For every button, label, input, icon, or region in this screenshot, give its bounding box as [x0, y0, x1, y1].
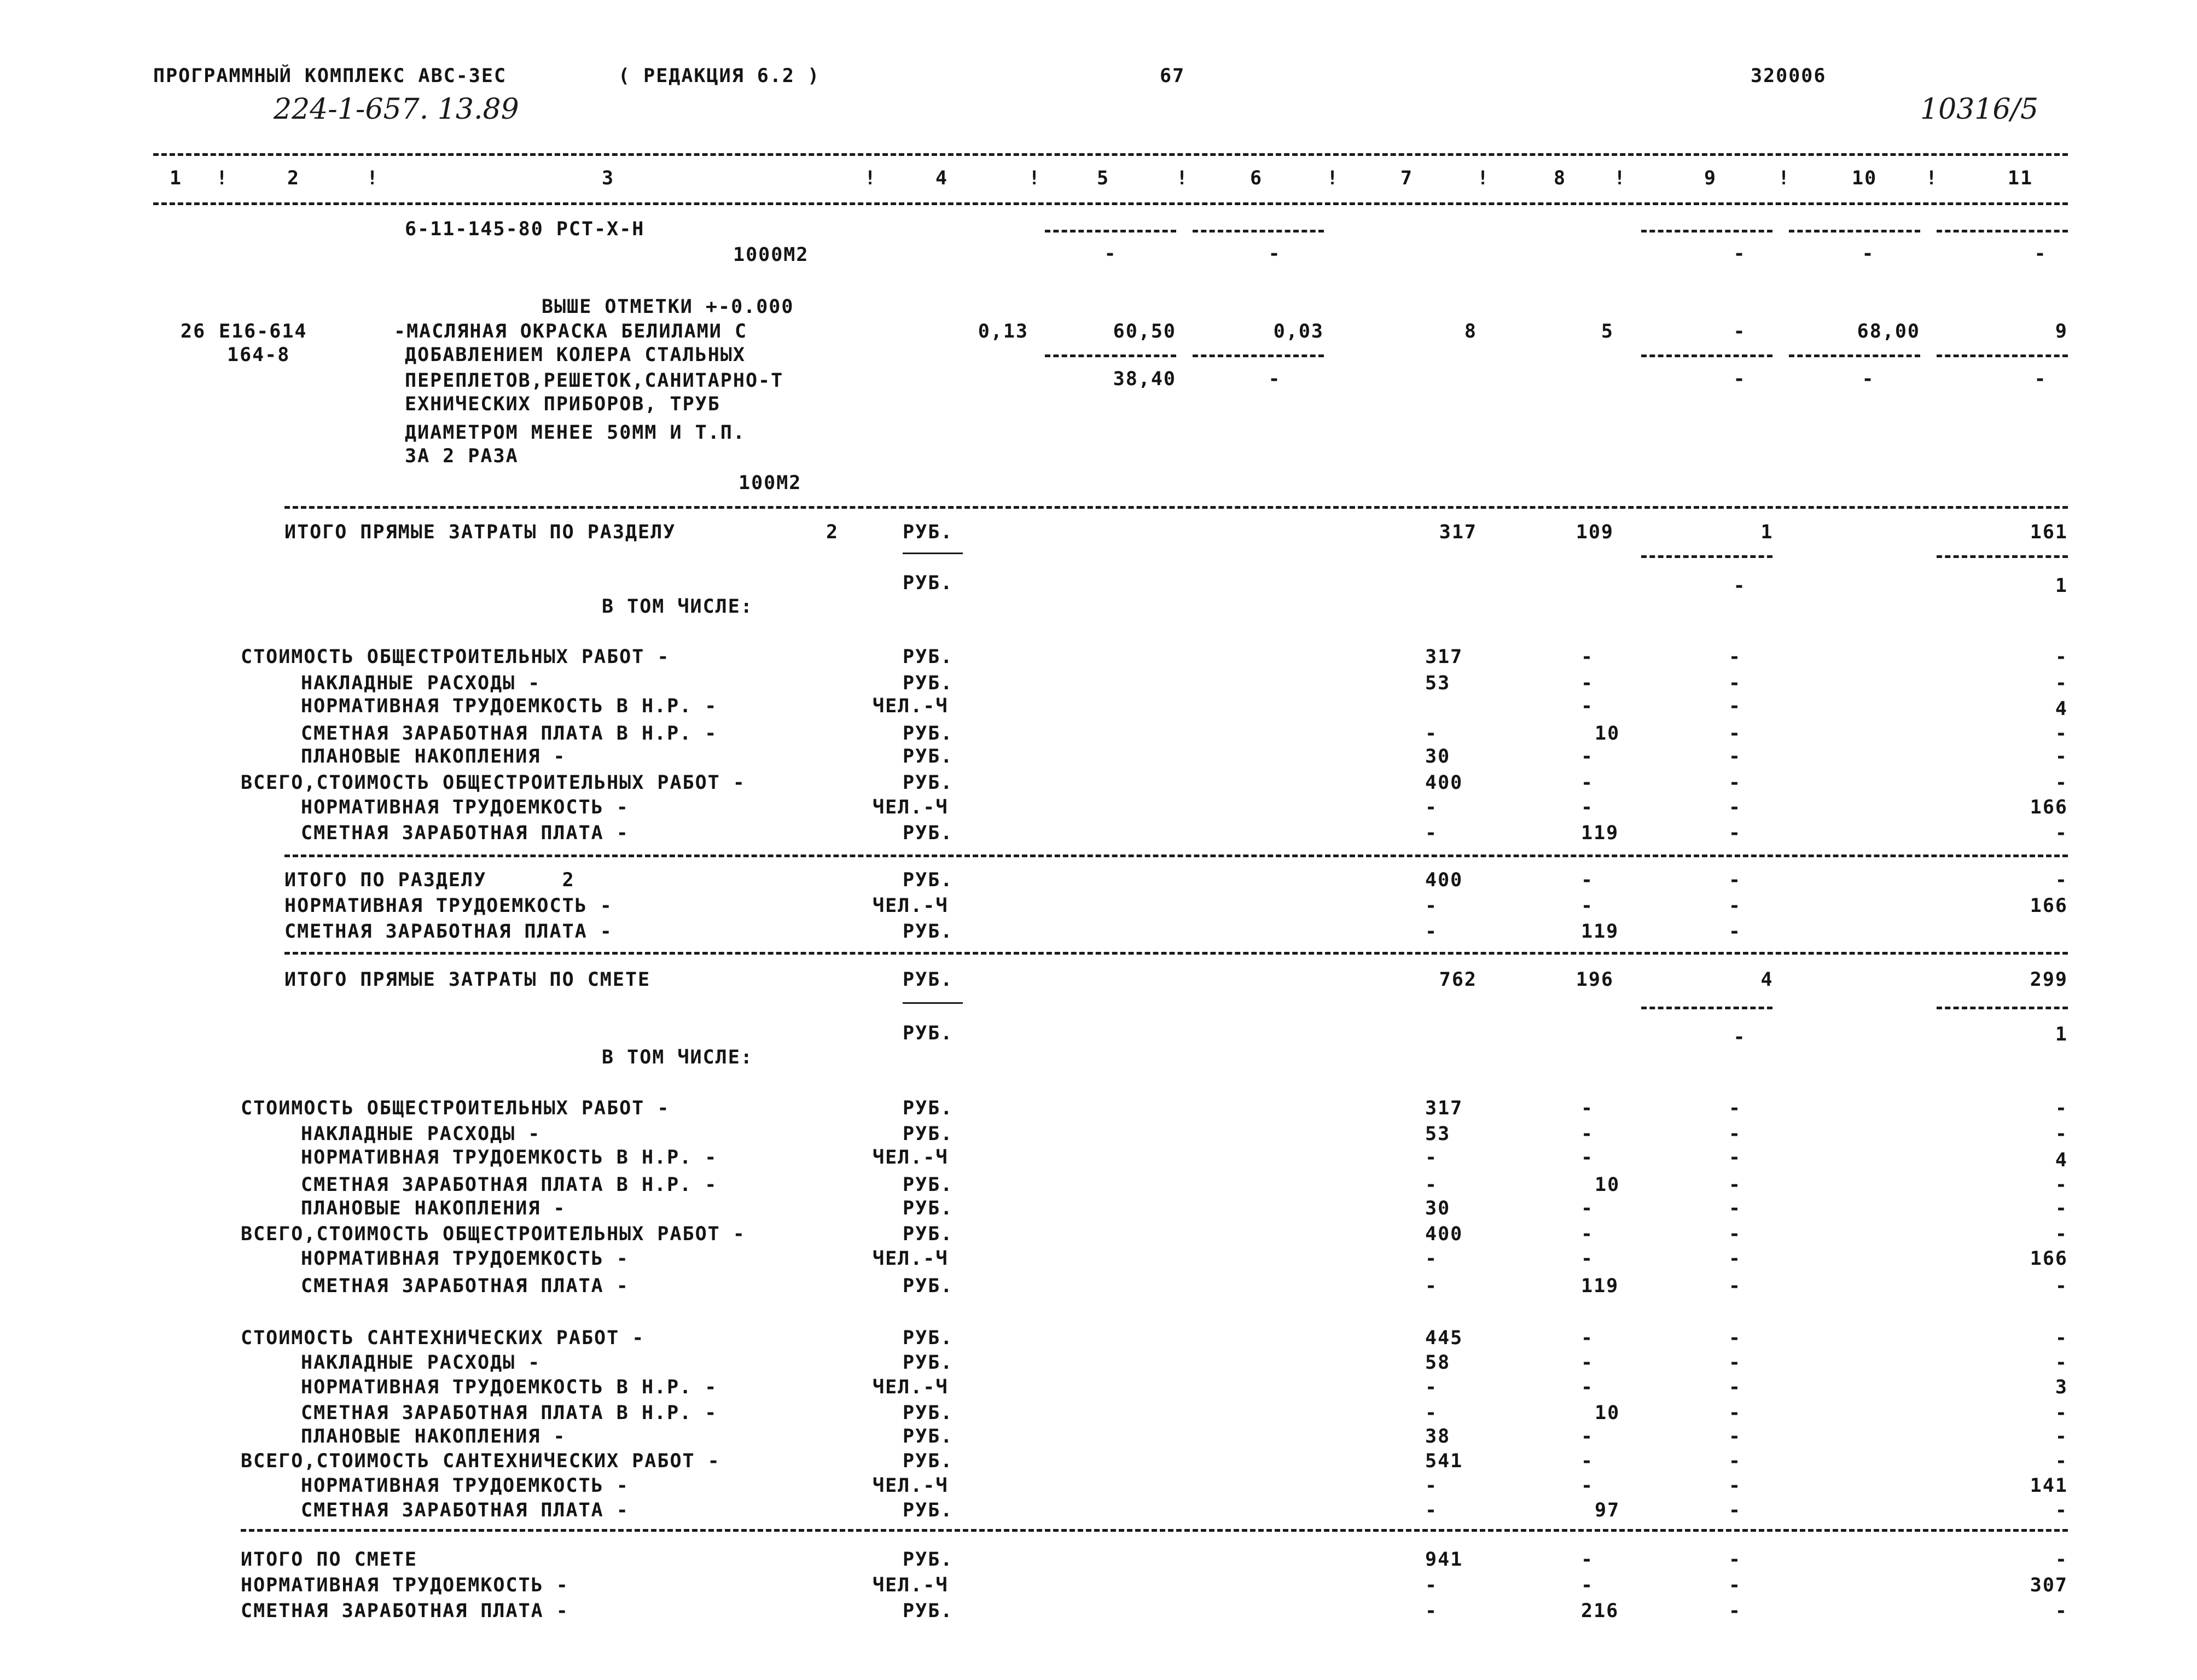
cell-unit: РУБ.	[903, 822, 954, 844]
cell-unit: ЧЕЛ.-Ч	[873, 1475, 949, 1497]
cell-value: -	[1425, 1376, 1438, 1398]
row-label: СМЕТНАЯ ЗАРАБОТНАЯ ПЛАТА -	[284, 921, 613, 943]
cell-unit: РУБ.	[903, 772, 954, 794]
col-head-4: 4	[935, 167, 949, 189]
cell-unit: РУБ.	[903, 672, 954, 694]
unit-rule	[903, 1002, 963, 1004]
cell-value: -	[2034, 368, 2047, 390]
col-sep: !	[367, 167, 380, 189]
cell-value: 141	[2030, 1475, 2068, 1497]
row-number: 26	[181, 321, 206, 342]
cell-value: -	[1729, 1174, 1742, 1196]
cell-value: -	[1729, 1574, 1742, 1596]
cell-value: -	[1581, 772, 1594, 794]
cell-value: -	[1425, 1574, 1438, 1596]
handwritten-project-code: 224-1-657. 13.89	[274, 93, 519, 126]
cell-unit: РУБ.	[903, 1123, 954, 1145]
col-sep: !	[1477, 167, 1490, 189]
cell-value: -	[1581, 672, 1594, 694]
row-label: СМЕТНАЯ ЗАРАБОТНАЯ ПЛАТА -	[241, 1600, 569, 1622]
cell-value: -	[1729, 695, 1742, 717]
cell-value: 307	[2030, 1574, 2068, 1596]
cell-value: -	[2055, 1197, 2068, 1219]
col-head-6: 6	[1250, 167, 1263, 189]
col-sep: !	[1614, 167, 1627, 189]
row-label: НОРМАТИВНАЯ ТРУДОЕМКОСТЬ -	[241, 1574, 569, 1596]
cell-unit: РУБ.	[903, 869, 954, 891]
cell-value: 4	[2055, 698, 2068, 720]
cell-rule	[1937, 555, 2068, 558]
col-head-5: 5	[1097, 167, 1110, 189]
cell-value: 5	[1601, 321, 1614, 342]
row-description: ЗА 2 РАЗА	[405, 445, 519, 467]
col-sep: !	[1327, 167, 1340, 189]
cell-unit: РУБ.	[903, 1275, 954, 1297]
cell-value: 0,13	[978, 321, 1028, 342]
cell-unit: РУБ.	[903, 1600, 954, 1622]
cell-unit: ЧЕЛ.-Ч	[873, 895, 949, 917]
row-label: ВСЕГО,СТОИМОСТЬ ОБЩЕСТРОИТЕЛЬНЫХ РАБОТ -	[241, 1223, 746, 1245]
row-label: СТОИМОСТЬ ОБЩЕСТРОИТЕЛЬНЫХ РАБОТ -	[241, 1097, 670, 1119]
row-description: ДОБАВЛЕНИЕМ КОЛЕРА СТАЛЬНЫХ	[405, 344, 746, 366]
cell-unit: ЧЕЛ.-Ч	[873, 1376, 949, 1398]
cell-value: -	[2055, 646, 2068, 668]
row-label: ПЛАНОВЫЕ НАКОПЛЕНИЯ -	[301, 746, 566, 768]
cell-value: -	[1425, 895, 1438, 917]
col-head-1: 1	[170, 167, 183, 189]
cell-value: -	[1733, 575, 1746, 597]
cell-rule	[1641, 555, 1772, 558]
cell-value: -	[1425, 1248, 1438, 1270]
cell-value: 119	[1581, 1275, 1619, 1297]
row-unit: 1000М2	[733, 244, 809, 266]
col-sep: !	[1028, 167, 1042, 189]
cell-unit: РУБ.	[903, 1450, 954, 1472]
cell-unit: ЧЕЛ.-Ч	[873, 695, 949, 717]
cell-value: -	[1862, 243, 1875, 265]
cell-value: -	[1425, 822, 1438, 844]
row-label: СМЕТНАЯ ЗАРАБОТНАЯ ПЛАТА В Н.Р. -	[301, 1174, 718, 1196]
row-description: ЕХНИЧЕСКИХ ПРИБОРОВ, ТРУБ	[405, 393, 720, 415]
cell-value: -	[1581, 695, 1594, 717]
cell-value: -	[1733, 368, 1746, 390]
smeta-rule	[241, 1529, 2068, 1532]
cell-value: 60,50	[1113, 321, 1176, 342]
cell-value: -	[1581, 1248, 1594, 1270]
cell-value: -	[2034, 243, 2047, 265]
section-number: 2	[826, 521, 839, 543]
cell-value: -	[1581, 1574, 1594, 1596]
cell-value: -	[2055, 1402, 2068, 1424]
row-description: ДИАМЕТРОМ МЕНЕЕ 50ММ И Т.П.	[405, 422, 746, 444]
cell-rule	[1789, 230, 1920, 232]
cell-value: 166	[2030, 797, 2068, 818]
document-code: 320006	[1751, 65, 1827, 87]
cell-rule	[1641, 1007, 1772, 1009]
cell-value: 317	[1425, 646, 1463, 668]
cell-value: -	[1425, 1174, 1438, 1196]
cell-value: -	[2055, 822, 2068, 844]
cell-value: -	[2055, 746, 2068, 768]
cell-value: -	[2055, 1352, 2068, 1374]
cell-value: 299	[2030, 969, 2068, 991]
cell-value: 119	[1581, 822, 1619, 844]
cell-value: 445	[1425, 1327, 1463, 1349]
cell-unit: РУБ.	[903, 1499, 954, 1521]
cell-value: -	[2055, 1549, 2068, 1571]
cell-value: 216	[1581, 1600, 1619, 1622]
row-label: СМЕТНАЯ ЗАРАБОТНАЯ ПЛАТА -	[301, 822, 629, 844]
section-rule	[284, 506, 2068, 509]
cell-value: 1	[2055, 575, 2068, 597]
cell-value: -	[1581, 646, 1594, 668]
header-top-rule	[153, 153, 2068, 156]
row-label: ИТОГО ПО СМЕТЕ	[241, 1549, 418, 1571]
cell-unit: ЧЕЛ.-Ч	[873, 1574, 949, 1596]
including-label: В ТОМ ЧИСЛЕ:	[602, 1047, 753, 1068]
row-code: Е16-614	[219, 321, 307, 342]
cell-unit: РУБ.	[903, 1426, 954, 1448]
row-label: СТОИМОСТЬ ОБЩЕСТРОИТЕЛЬНЫХ РАБОТ -	[241, 646, 670, 668]
cell-unit: РУБ.	[903, 1022, 954, 1044]
cell-value: -	[2055, 1499, 2068, 1521]
cell-value: -	[2055, 1123, 2068, 1145]
cell-value: -	[1581, 1197, 1594, 1219]
cell-value: 541	[1425, 1450, 1463, 1472]
cell-value: -	[1581, 1327, 1594, 1349]
row-label: НАКЛАДНЫЕ РАСХОДЫ -	[301, 1123, 541, 1145]
row-unit: 100М2	[739, 472, 802, 494]
cell-unit: РУБ.	[903, 572, 954, 594]
cell-value: -	[2055, 1600, 2068, 1622]
cell-rule	[1193, 354, 1324, 357]
cell-value: -	[1425, 1147, 1438, 1169]
cell-value: -	[1581, 869, 1594, 891]
cell-value: -	[1729, 1327, 1742, 1349]
cell-value: -	[1733, 321, 1746, 342]
cell-value: -	[1425, 1275, 1438, 1297]
cell-value: -	[1729, 746, 1742, 768]
row-label: ПЛАНОВЫЕ НАКОПЛЕНИЯ -	[301, 1197, 566, 1219]
row-label: НОРМАТИВНАЯ ТРУДОЕМКОСТЬ В Н.Р. -	[301, 695, 718, 717]
cell-value: -	[1581, 1426, 1594, 1448]
col-head-8: 8	[1554, 167, 1567, 189]
smeta-rule	[284, 952, 2068, 955]
cell-value: 400	[1425, 772, 1463, 794]
handwritten-sheet-number: 10316/5	[1920, 93, 2039, 126]
cell-value: -	[1581, 1376, 1594, 1398]
cell-unit: РУБ.	[903, 723, 954, 745]
cell-value: -	[1729, 646, 1742, 668]
cell-unit: РУБ.	[903, 1197, 954, 1219]
cell-value: 166	[2030, 1248, 2068, 1270]
row-label: НАКЛАДНЫЕ РАСХОДЫ -	[301, 672, 541, 694]
cell-unit: ЧЕЛ.-Ч	[873, 1147, 949, 1169]
cell-value: -	[1581, 1549, 1594, 1571]
cell-value: -	[1729, 1275, 1742, 1297]
cell-value: 3	[2055, 1376, 2068, 1398]
cell-value: -	[1729, 1376, 1742, 1398]
cell-value: -	[1729, 1600, 1742, 1622]
cell-value: 317	[1439, 521, 1477, 543]
cell-value: -	[2055, 1450, 2068, 1472]
section-total-label: ИТОГО ПРЯМЫЕ ЗАТРАТЫ ПО РАЗДЕЛУ	[284, 521, 676, 543]
cell-value: 38,40	[1113, 368, 1176, 390]
cell-value: 161	[2030, 521, 2068, 543]
cell-rule	[1641, 230, 1772, 232]
row-label: НАКЛАДНЫЕ РАСХОДЫ -	[301, 1352, 541, 1374]
cell-value: -	[1581, 1097, 1594, 1119]
cell-unit: РУБ.	[903, 521, 954, 543]
cell-value: -	[1425, 1600, 1438, 1622]
cell-value: -	[1729, 723, 1742, 745]
cell-value: -	[1733, 1026, 1746, 1048]
cell-value: -	[1729, 822, 1742, 844]
cell-unit: РУБ.	[903, 1174, 954, 1196]
cell-value: -	[2055, 1223, 2068, 1245]
col-head-3: 3	[602, 167, 615, 189]
cell-value: -	[1733, 243, 1746, 265]
cell-value: -	[2055, 723, 2068, 745]
cell-value: -	[1581, 1352, 1594, 1374]
cell-value: 58	[1425, 1352, 1451, 1374]
cell-unit: РУБ.	[903, 1549, 954, 1571]
row-label: ВСЕГО,СТОИМОСТЬ ОБЩЕСТРОИТЕЛЬНЫХ РАБОТ -	[241, 772, 746, 794]
cell-value: -	[2055, 869, 2068, 891]
cell-value: 30	[1425, 1197, 1451, 1219]
cell-value: -	[1581, 1475, 1594, 1497]
cell-value: -	[1729, 1248, 1742, 1270]
cell-value: -	[1581, 797, 1594, 818]
cell-value: -	[1729, 1475, 1742, 1497]
row-label: СМЕТНАЯ ЗАРАБОТНАЯ ПЛАТА -	[301, 1499, 629, 1521]
section-header: ВЫШЕ ОТМЕТКИ +-0.000	[542, 296, 794, 318]
cell-value: -	[1729, 1549, 1742, 1571]
smeta-total-label: ИТОГО ПРЯМЫЕ ЗАТРАТЫ ПО СМЕТЕ	[284, 969, 651, 991]
cell-value: -	[1425, 723, 1438, 745]
cell-value: -	[1425, 797, 1438, 818]
row-label: ИТОГО ПО РАЗДЕЛУ 2	[284, 869, 575, 891]
row-label: ПЛАНОВЫЕ НАКОПЛЕНИЯ -	[301, 1426, 566, 1448]
cell-value: 1	[1760, 521, 1774, 543]
cell-value: -	[1581, 746, 1594, 768]
cell-value: 30	[1425, 746, 1451, 768]
row-label: НОРМАТИВНАЯ ТРУДОЕМКОСТЬ В Н.Р. -	[301, 1147, 718, 1169]
cell-value: 196	[1576, 969, 1614, 991]
cell-value: -	[1581, 1147, 1594, 1169]
cell-value: 38	[1425, 1426, 1451, 1448]
cell-unit: РУБ.	[903, 921, 954, 943]
cell-value: -	[1581, 895, 1594, 917]
row-label: НОРМАТИВНАЯ ТРУДОЕМКОСТЬ -	[301, 1248, 629, 1270]
cell-value: -	[1581, 1450, 1594, 1472]
cell-value: 10	[1595, 1402, 1620, 1424]
cell-value: 9	[2055, 321, 2068, 342]
cell-value: 10	[1595, 723, 1620, 745]
cell-value: -	[1729, 1402, 1742, 1424]
cell-value: 0,03	[1273, 321, 1324, 342]
cell-value: -	[1729, 1147, 1742, 1169]
cell-value: -	[2055, 1097, 2068, 1119]
cell-unit: РУБ.	[903, 969, 954, 991]
col-sep: !	[216, 167, 229, 189]
cell-value: -	[2055, 672, 2068, 694]
cell-unit: РУБ.	[903, 646, 954, 668]
cell-unit: РУБ.	[903, 1327, 954, 1349]
cell-value: -	[1729, 1097, 1742, 1119]
cell-unit: РУБ.	[903, 1402, 954, 1424]
cell-unit: ЧЕЛ.-Ч	[873, 797, 949, 818]
col-head-11: 11	[2008, 167, 2033, 189]
cell-value: -	[1729, 672, 1742, 694]
cell-value: -	[1729, 869, 1742, 891]
cell-value: -	[2055, 1327, 2068, 1349]
cell-value: 4	[2055, 1149, 2068, 1171]
col-head-9: 9	[1704, 167, 1717, 189]
cell-value: 1	[2055, 1024, 2068, 1045]
col-sep: !	[1926, 167, 1939, 189]
cell-value: -	[1729, 1450, 1742, 1472]
cell-value: -	[1104, 243, 1117, 265]
cell-value: -	[1581, 1123, 1594, 1145]
cell-rule	[1937, 1007, 2068, 1009]
cell-value: -	[1425, 921, 1438, 943]
cell-value: 119	[1581, 921, 1619, 943]
cell-value: 762	[1439, 969, 1477, 991]
cell-value: -	[1729, 797, 1742, 818]
cell-value: 68,00	[1857, 321, 1920, 342]
cell-value: 109	[1576, 521, 1614, 543]
cell-value: 400	[1425, 869, 1463, 891]
cell-value: -	[1862, 368, 1875, 390]
cell-value: -	[2055, 772, 2068, 794]
cell-rule	[1045, 354, 1176, 357]
col-sep: !	[1176, 167, 1189, 189]
row-description: -МАСЛЯНАЯ ОКРАСКА БЕЛИЛАМИ С	[394, 321, 748, 342]
cell-value: 941	[1425, 1549, 1463, 1571]
unit-rule	[903, 553, 963, 554]
row-label: НОРМАТИВНАЯ ТРУДОЕМКОСТЬ В Н.Р. -	[301, 1376, 718, 1398]
header-bottom-rule	[153, 202, 2068, 205]
row-label: НОРМАТИВНАЯ ТРУДОЕМКОСТЬ -	[301, 1475, 629, 1497]
program-title: ПРОГРАММНЫЙ КОМПЛЕКС АВС-3ЕС	[153, 65, 507, 87]
edition-label: ( РЕДАКЦИЯ 6.2 )	[618, 65, 821, 87]
cell-value: -	[1729, 1197, 1742, 1219]
cell-value: 10	[1595, 1174, 1620, 1196]
cell-value: -	[2055, 1426, 2068, 1448]
row-label: ВСЕГО,СТОИМОСТЬ САНТЕХНИЧЕСКИХ РАБОТ -	[241, 1450, 720, 1472]
including-label: В ТОМ ЧИСЛЕ:	[602, 596, 753, 618]
cell-value: 53	[1425, 1123, 1451, 1145]
row-description: ПЕРЕПЛЕТОВ,РЕШЕТОК,САНИТАРНО-Т	[405, 370, 784, 392]
cell-value: -	[1268, 243, 1281, 265]
row-label: СМЕТНАЯ ЗАРАБОТНАЯ ПЛАТА В Н.Р. -	[301, 1402, 718, 1424]
cell-value: -	[1729, 1499, 1742, 1521]
row-norm-reference: 6-11-145-80 РСТ-Х-Н	[405, 218, 645, 240]
col-head-2: 2	[287, 167, 300, 189]
col-head-7: 7	[1400, 167, 1414, 189]
cell-value: -	[1425, 1475, 1438, 1497]
cell-rule	[1641, 354, 1772, 357]
row-label: НОРМАТИВНАЯ ТРУДОЕМКОСТЬ -	[284, 895, 613, 917]
col-sep: !	[864, 167, 877, 189]
cell-rule	[1937, 230, 2068, 232]
section-rule	[284, 854, 2068, 857]
cell-value: 8	[1464, 321, 1477, 342]
row-label: СМЕТНАЯ ЗАРАБОТНАЯ ПЛАТА -	[301, 1275, 629, 1297]
cell-value: -	[2055, 1174, 2068, 1196]
cell-unit: РУБ.	[903, 1352, 954, 1374]
cell-unit: ЧЕЛ.-Ч	[873, 1248, 949, 1270]
cell-unit: РУБ.	[903, 1223, 954, 1245]
cell-value: -	[1729, 895, 1742, 917]
col-head-10: 10	[1852, 167, 1878, 189]
cell-value: -	[2055, 1275, 2068, 1297]
cell-value: -	[1729, 772, 1742, 794]
page-number: 67	[1160, 65, 1185, 87]
row-code: 164-8	[227, 344, 290, 366]
cell-rule	[1937, 354, 2068, 357]
cell-value: -	[1425, 1499, 1438, 1521]
cell-value: -	[1425, 1402, 1438, 1424]
cell-value: -	[1729, 1352, 1742, 1374]
cell-value: -	[1581, 1223, 1594, 1245]
cell-value: 97	[1595, 1499, 1620, 1521]
cell-value: -	[1268, 368, 1281, 390]
cell-value: 4	[1760, 969, 1774, 991]
cell-value: -	[1729, 1123, 1742, 1145]
col-sep: !	[1778, 167, 1791, 189]
cell-unit: РУБ.	[903, 1097, 954, 1119]
cell-rule	[1045, 230, 1176, 232]
cell-rule	[1193, 230, 1324, 232]
cell-value: -	[1729, 1223, 1742, 1245]
cell-value: 317	[1425, 1097, 1463, 1119]
cell-value: 400	[1425, 1223, 1463, 1245]
row-label: СТОИМОСТЬ САНТЕХНИЧЕСКИХ РАБОТ -	[241, 1327, 645, 1349]
row-label: НОРМАТИВНАЯ ТРУДОЕМКОСТЬ -	[301, 797, 629, 818]
cell-unit: РУБ.	[903, 746, 954, 768]
cell-value: 53	[1425, 672, 1451, 694]
row-label: СМЕТНАЯ ЗАРАБОТНАЯ ПЛАТА В Н.Р. -	[301, 723, 718, 745]
cell-rule	[1789, 354, 1920, 357]
cell-value: -	[1729, 921, 1742, 943]
cell-value: -	[1729, 1426, 1742, 1448]
cell-value: 166	[2030, 895, 2068, 917]
